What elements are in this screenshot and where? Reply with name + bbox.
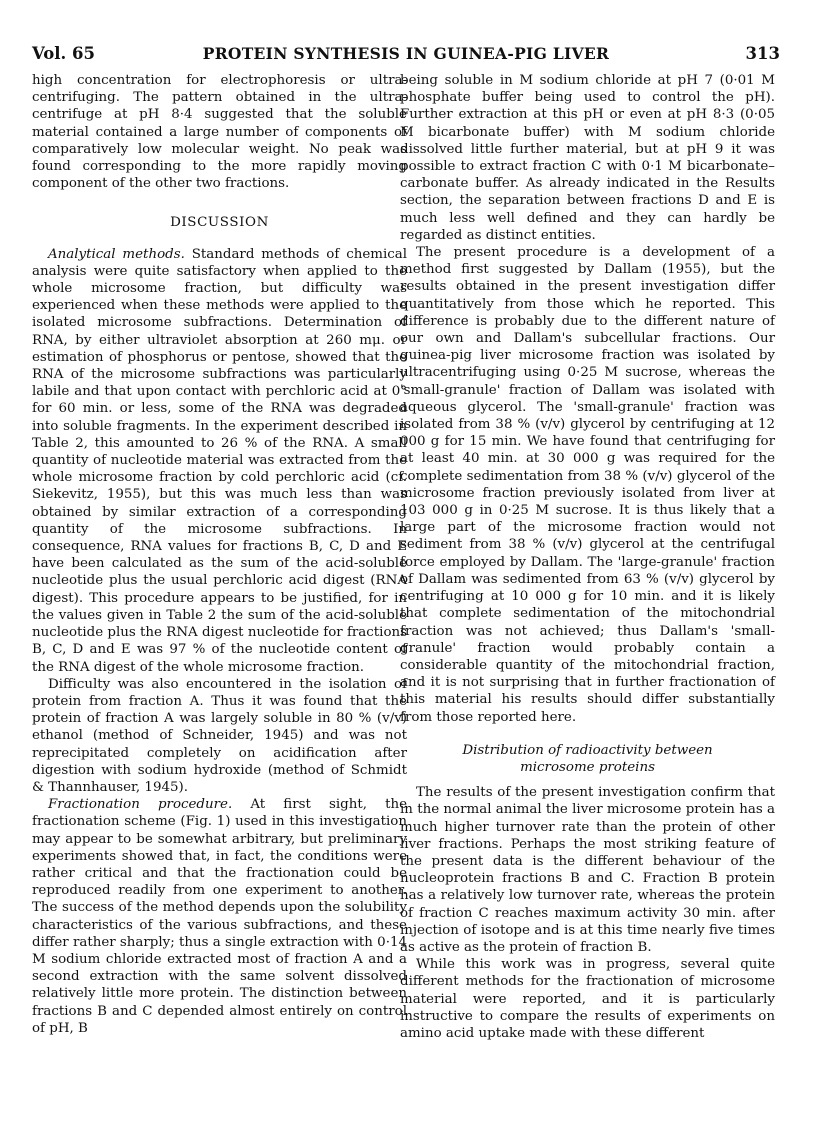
- fractionation-paragraph: [32, 796, 407, 1037]
- continued-paragraph: being soluble in M sodium chloride at pH 7 (0·01 M phosphate buffer being used to control the pH). Further extraction at this pH or even at pH 8·3 (0·05 M bicarbonate buffer) with M sodium chloride dissolved little further material, but at pH 9 it was possible to extract fraction C with 0·1 M bicarbonate–carbonate buffer. As already indicated in the Results section, the separation between fractions D and E is much less well defined and they can hardly be regarded as distinct entities.: [400, 73, 775, 243]
- difficulty-paragraph: Difficulty was also encountered in the isolation of protein from fraction A. Thus it was found that the protein of fraction A was largely soluble in 80 % (v/v) ethanol (method of Schneider, 1945) and was not reprecipitated completely on acidification after digestion with sodium hydroxide (method of Schmidt & Thannhauser, 1945).: [32, 676, 407, 795]
- fractionation-text: At first sight, the fractionation scheme (Fig. 1) used in this investigation may appear to be somewhat arbitrary, but preliminary experiments showed that, in fact, the conditions were rather critical and that the fractionation could be reproduced readily from one experiment to another. The success of the method depends upon the solubility characteristics of the various subfractions, and these differ rather sharply; thus a single extraction with 0·14 M sodium chloride extracted most of fraction A and a second extraction with the same solvent dissolved relatively little more protein. The distinction between fractions B and C depended almost entirely on control of pH, B: [32, 797, 408, 1036]
- page-number: 313: [745, 44, 780, 63]
- left-column: [32, 72, 407, 1037]
- results-paragraph: The results of the present investigation confirm that in the normal animal the liver microsome protein has a much higher turnover rate than the protein of other liver fractions. Perhaps the most striking feature of the present data is the different behaviour of the nucleoprotein fractions B and C. Fraction B protein has a relatively low turnover rate, whereas the protein of fraction C reaches maximum activity 30 min. after injection of isotope and is at this time nearly five times as active as the protein of fraction B.: [400, 785, 775, 955]
- distribution-heading-line2: microsome proteins: [520, 759, 655, 775]
- fractionation-title: Fractionation procedure.: [48, 797, 233, 813]
- analytical-methods-title: Analytical methods.: [48, 246, 185, 262]
- volume-number: Vol. 65: [32, 44, 96, 63]
- running-header: [32, 44, 780, 68]
- analytical-methods-text: Standard methods of chemical analysis were quite satisfactory when applied to the whole microsome fraction, but difficulty was experienced when these methods were applied to the isolated microsome subfractions. Determination of RNA, by either ultraviolet absorption at 260 mμ. or estimation of phosphorus or pentose, showed that the RNA of the microsome subfractions was particularly labile and that upon contact with perchloric acid at 0° for 60 min. or less, some of the RNA was degraded into soluble fragments. In the experiment described in Table 2, this amounted to 26 % of the RNA. A small quantity of nucleotide material was extracted from the whole microsome fraction by cold perchloric acid (cf. Siekevitz, 1955), but this was much less than was obtained by similar extraction of a corresponding quantity of the microsome subfractions. In consequence, RNA values for fractions B, C, D and E have been calculated as the sum of the acid-soluble nucleotide plus the usual perchloric acid digest (RNA digest). This procedure appears to be justified, for in the values given in Table 2 the sum of the acid-soluble nucleotide plus the RNA digest nucleotide for fractions B, C, D and E was 97 % of the nucleotide content of the RNA digest of the whole microsome fraction.: [32, 246, 407, 675]
- right-column: [400, 72, 775, 1042]
- dallam-paragraph: The present procedure is a development of a method first suggested by Dallam (1955), but the results obtained in the present investigation differ quantitatively from those which he reported. This difference is probably due to the different nature of our own and Dallam's subcellular fractions. Our guinea-pig liver microsome fraction was isolated by ultracentrifuging using 0·25 M sucrose, whereas the 'small-granule' fraction of Dallam was isolated with aqueous glycerol. The 'small-granule' fraction was isolated from 38 % (v/v) glycerol by centrifuging at 12 000 g for 15 min. We have found that centrifuging for at least 40 min. at 30 000 g was required for the complete sedimentation from 38 % (v/v) glycerol of the microsome fraction previously isolated from liver at 103 000 g in 0·25 M sucrose. It is thus likely that a large part of the microsome fraction would not sediment from 38 % (v/v) glycerol at the centrifugal force employed by Dallam. The 'large-granule' fraction of Dallam was sedimented from 63 % (v/v) glycerol by centrifuging at 10 000 g for 10 min. and it is likely that complete sedimentation of the mitochondrial fraction was not achieved; thus Dallam's 'small-granule' fraction would probably contain a considerable quantity of the mitochondrial fraction, and it is not surprising that in further fractionation of this material his results should differ substantially from those reported here.: [400, 245, 775, 725]
- distribution-heading-line1: Distribution of radioactivity between: [462, 742, 713, 758]
- while-paragraph: While this work was in progress, several quite different methods for the fractionation of microsome material were reported, and it is particularly instructive to compare the results of experiments on amino acid uptake made with these different: [400, 957, 775, 1041]
- analytical-methods-paragraph: [32, 246, 407, 676]
- running-title: PROTEIN SYNTHESIS IN GUINEA-PIG LIVER: [202, 44, 610, 63]
- discussion-heading: DISCUSSION: [170, 215, 269, 231]
- continued-paragraph: high concentration for electrophoresis or ultra-centrifuging. The pattern obtained in the ultra-centrifuge at pH 8·4 suggested that the soluble material contained a large number of components of comparatively low molecular weight. No peak was found corresponding to the more rapidly moving component of the other two fractions.: [32, 73, 407, 192]
